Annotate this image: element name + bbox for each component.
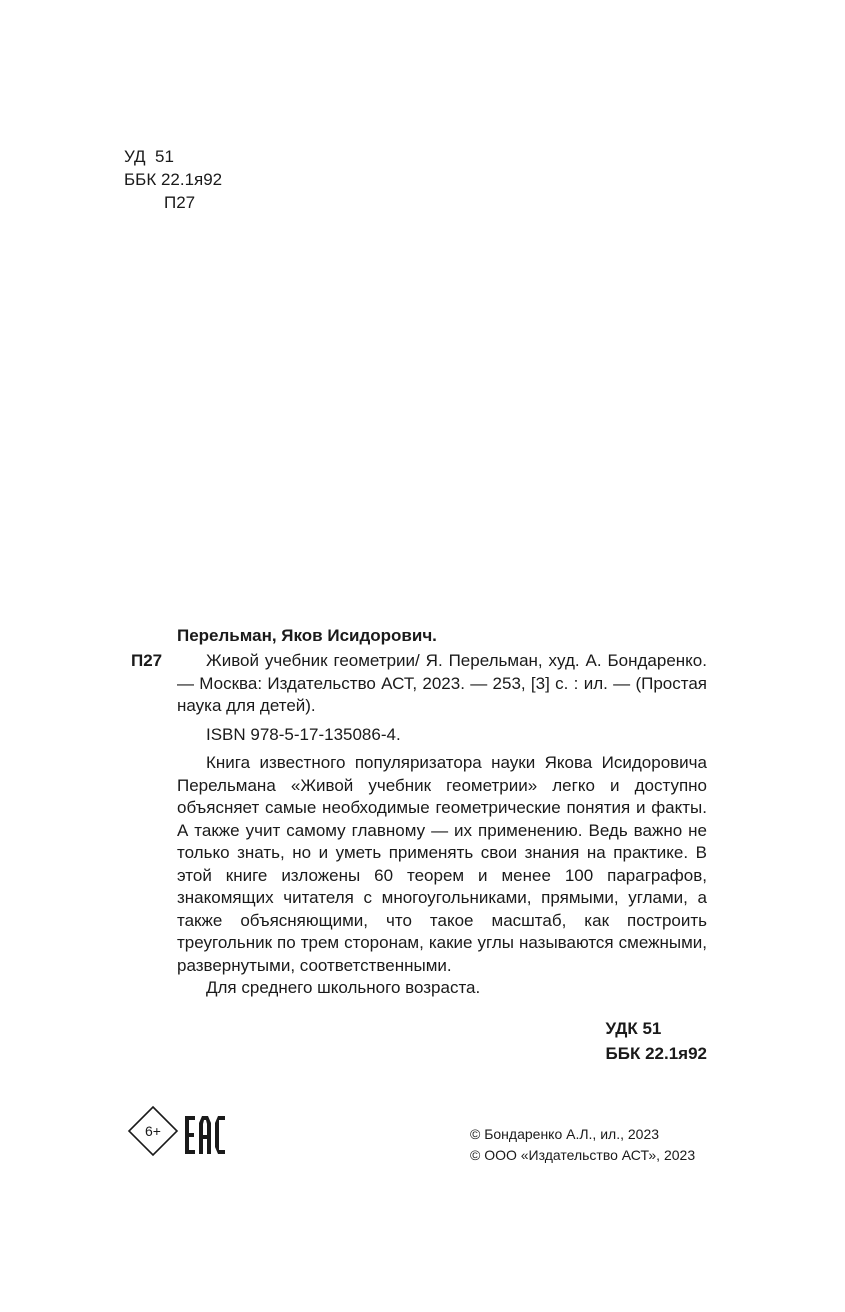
copyright-block <box>470 1124 695 1166</box>
age-rating-badge <box>127 1105 179 1157</box>
bbk-index: ББК 22.1я92 <box>605 1044 707 1063</box>
author-name: Перельман, Яков Исидорович. <box>177 626 437 645</box>
author-mark-line: П27 <box>164 193 196 212</box>
classification-codes <box>124 145 222 214</box>
bibliographic-record <box>177 650 707 1000</box>
udk-index: УДК 51 <box>605 1019 662 1038</box>
bibliographic-description: Живой учебник геометрии/ Я. Перельман, худ. А. Бондаренко. — Москва: Издательство АСТ, 2023. — 253, [3] с. : ил. — (Простая наука для детей). <box>177 651 707 715</box>
udk-code-line: УД 51 <box>124 147 174 166</box>
classification-block <box>606 1016 707 1066</box>
audience-note: Для среднего школьного возраста. <box>206 978 481 997</box>
isbn-number: ISBN 978-5-17-135086-4. <box>206 724 401 744</box>
bbk-code-line: ББК 22.1я92 <box>124 170 223 189</box>
age-rating-text: 6+ <box>145 1123 161 1139</box>
author-cutter-mark: П27 <box>131 651 163 670</box>
eac-conformity-icon <box>183 1113 227 1157</box>
copyright-publisher: © ООО «Издательство АСТ», 2023 <box>470 1147 696 1163</box>
annotation-text: Книга известного популяризатора науки Якова Исидоровича Перельмана «Живой учебник геометрии» легко и доступно объясняет самые необходимые геометрические понятия и факты. А также учит самому главному — их применению. Ведь важно не только знать, но и уметь применять свои знания на практике. В этой книге изложены 60 теорем и менее 100 параграфов, знакомящих читателя с многоугольниками, прямыми, углами, а также объясняющими, что такое масштаб, как построить треугольник по трем сторонам, какие углы называются смежными, развернутыми, соответственными. <box>177 753 707 975</box>
copyright-illustrations: © Бондаренко А.Л., ил., 2023 <box>470 1126 660 1142</box>
